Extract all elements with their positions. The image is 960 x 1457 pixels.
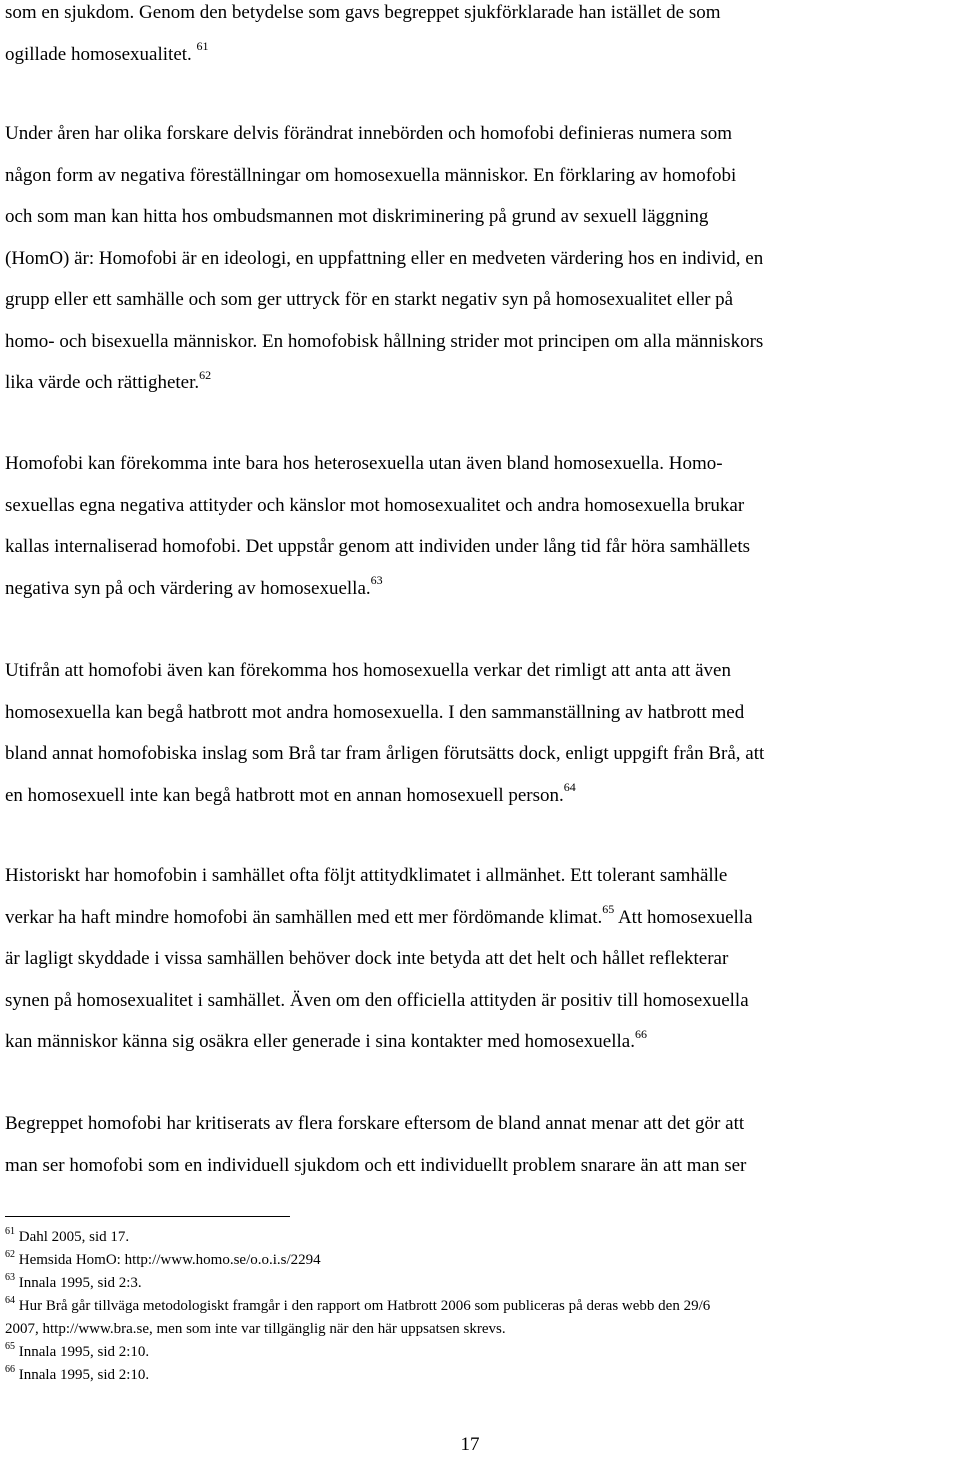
footnote-number: 61 (5, 1226, 15, 1237)
text-fragment: kan människor känna sig osäkra eller generade i sina kontakter med homosexuella. (5, 1031, 635, 1052)
footnote (5, 1364, 957, 1387)
footnotes (5, 1226, 957, 1387)
text-line: homo- och bisexuella människor. En homofobisk hållning strider mot principen om alla människors (5, 330, 764, 352)
page-number: 17 (460, 1434, 480, 1455)
footnote (5, 1341, 957, 1364)
text-line: och som man kan hitta hos ombudsmannen mot diskriminering på grund av sexuell läggning (5, 206, 709, 227)
footnote-text: Dahl 2005, sid 17. (18, 1229, 130, 1245)
continuation-paragraph (5, 0, 957, 75)
paragraph-homofobi-definition (5, 113, 957, 404)
footnote-ref: 66 (634, 1026, 647, 1041)
footnote-text: Innala 1995, sid 2:10. (18, 1367, 150, 1383)
text-line: grupp eller ett samhälle och som ger uttryck för en starkt negativ syn på homosexualitet eller på (5, 289, 734, 310)
text-fragment: Att homosexuella (614, 906, 753, 928)
footnote-ref: 64 (563, 780, 576, 795)
footnote (5, 1226, 957, 1249)
text-line: Utifrån att homofobi även kan förekomma hos homosexuella verkar det rimligt att anta att även (5, 660, 731, 681)
footnote-ref: 65 (602, 902, 615, 917)
footnote-text: Innala 1995, sid 2:3. (18, 1275, 142, 1291)
footnote-continuation: 2007, http://www.bra.se, men som inte var tillgänglig när den här uppsatsen skrevs. (5, 1321, 506, 1337)
paragraph-hatbrott (5, 650, 957, 816)
text-line: Historiskt har homofobin i samhället ofta följt attitydklimatet i allmänhet. Ett tolerant samhälle (5, 865, 728, 886)
footnote-divider (5, 1216, 290, 1217)
text-line: Homofobi kan förekomma inte bara hos heterosexuella utan även bland homosexuella. Homo- (5, 453, 723, 474)
text-line: någon form av negativa föreställningar om homosexuella människor. En förklaring av homofobi (5, 164, 737, 186)
footnote (5, 1272, 957, 1295)
text-line (5, 362, 957, 404)
text-line: sexuellas egna negativa attityder och känslor mot homosexualitet och andra homosexuella brukar (5, 494, 745, 516)
text-line (5, 775, 957, 817)
text-fragment: ogillade homosexualitet. (5, 43, 192, 65)
footnote-text: Hur Brå går tillväga metodologiskt framgår i den rapport om Hatbrott 2006 som publiceras på deras webb den 29/6 (18, 1298, 711, 1314)
text-line (5, 568, 957, 610)
text-fragment: verkar ha haft mindre homofobi än samhällen med ett mer fördömande klimat. (5, 906, 603, 928)
paragraph-attitydklimat (5, 855, 957, 1063)
text-line: man ser homofobi som en individuell sjukdom och ett individuellt problem snarare än att man ser (5, 1154, 747, 1176)
text-fragment: negativa syn på och värdering av homosexuella. (5, 577, 371, 599)
text-line: synen på homosexualitet i samhället. Även om den officiella attityden är positiv till homosexuella (5, 989, 749, 1011)
text-line: kallas internaliserad homofobi. Det uppstår genom att individen under lång tid får höra samhällets (5, 536, 751, 557)
text-line: bland annat homofobiska inslag som Brå tar fram årligen förutsätts dock, enligt uppgift från Brå, att (5, 743, 765, 764)
footnote-ref: 62 (199, 367, 212, 382)
text-line: som en sjukdom. Genom den betydelse som gavs begreppet sjukförklarade han istället de som (5, 2, 721, 23)
footnote-number: 63 (5, 1272, 15, 1283)
text-fragment: lika värde och rättigheter. (5, 372, 200, 393)
paragraph-internaliserad-homofobi (5, 443, 957, 609)
text-line: homosexuella kan begå hatbrott mot andra homosexuella. I den sammanställning av hatbrott med (5, 701, 745, 723)
footnote-number: 62 (5, 1249, 15, 1260)
text-line (5, 897, 957, 939)
footnote-number: 66 (5, 1364, 15, 1375)
footnote-text: Innala 1995, sid 2:10. (18, 1344, 150, 1360)
footnote (5, 1249, 957, 1272)
text-line: är lagligt skyddade i vissa samhällen behöver dock inte betyda att det helt och hållet reflekterar (5, 948, 729, 969)
text-line: (HomO) är: Homofobi är en ideologi, en uppfattning eller en medveten värdering hos en individ, en (5, 247, 764, 269)
footnote-number: 65 (5, 1341, 15, 1352)
text-line: Begreppet homofobi har kritiserats av flera forskare eftersom de bland annat menar att det gör att (5, 1113, 745, 1134)
text-line: Under åren har olika forskare delvis förändrat innebörden och homofobi definieras numera som (5, 123, 733, 144)
text-fragment: en homosexuell inte kan begå hatbrott mot en annan homosexuell person. (5, 784, 564, 806)
text-line (5, 34, 957, 76)
footnote-ref: 61 (196, 39, 209, 54)
footnote-ref: 63 (370, 573, 383, 588)
footnote-number: 64 (5, 1295, 15, 1306)
footnote (5, 1295, 957, 1318)
text-line (5, 1021, 957, 1063)
paragraph-kritik (5, 1103, 957, 1186)
footnote-text: Hemsida HomO: http://www.homo.se/o.o.i.s/2294 (18, 1252, 321, 1268)
